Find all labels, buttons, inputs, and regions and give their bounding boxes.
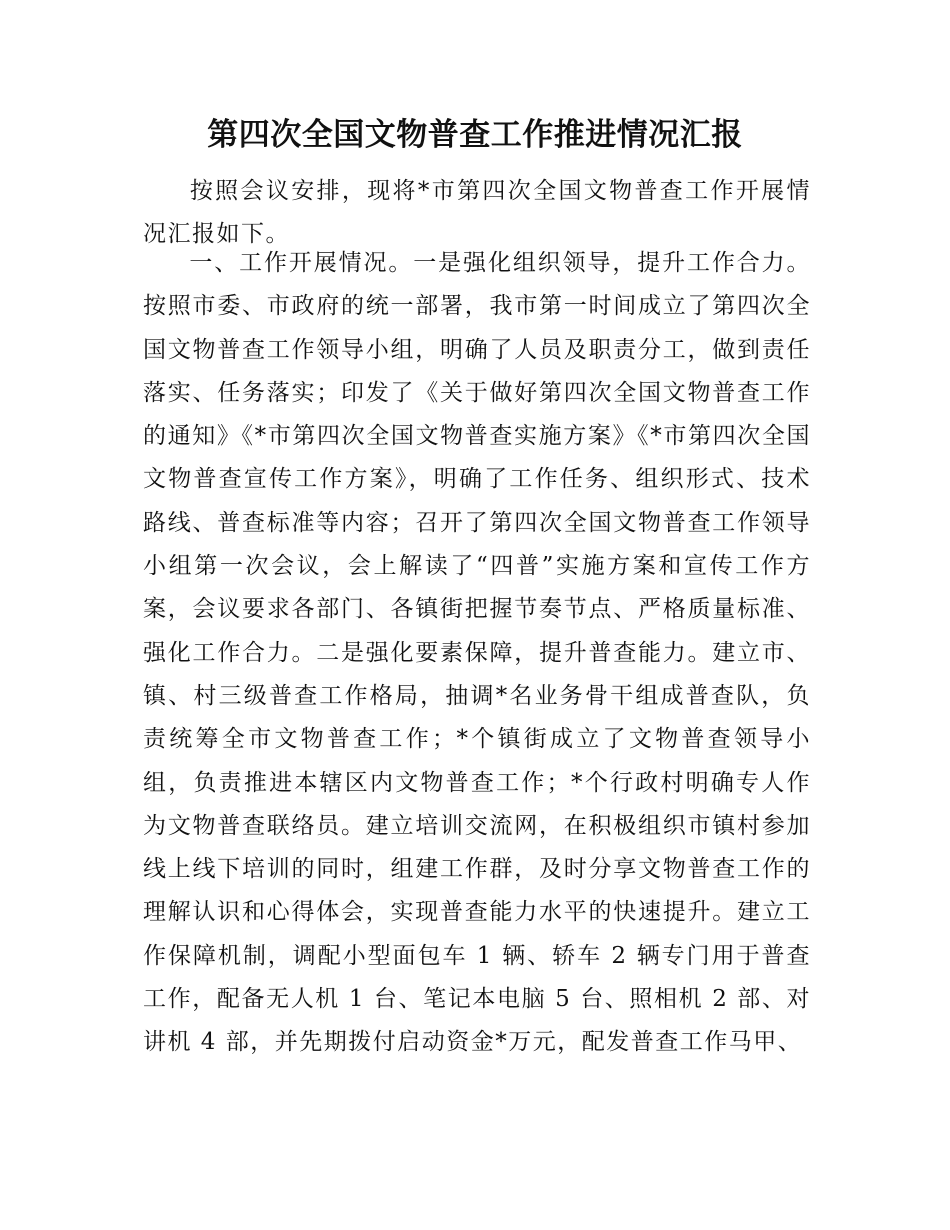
intro-paragraph-text: 按照会议安排，现将*市第四次全国文物普查工作开展情况汇报如下。 bbox=[143, 178, 811, 248]
document-title: 第四次全国文物普查工作推进情况汇报 bbox=[207, 117, 743, 153]
work-progress-paragraph-text: 一、工作开展情况。一是强化组织领导，提升工作合力。按照市委、市政府的统一部署，我市第一时间成立了第四次全国文物普查工作领导小组，明确了人员及职责分工，做到责任落实、任务落实；印发了《关于做好第四次全国文物普查工作的通知》《*市第四次全国文物普查实施方案》《*市第四次全国文物普查宣传工作方案》，明确了工作任务、组织形式、技术路线、普查标准等内容；召开了第四次全国文物普查工作领导小组第一次会议，会上解读了“四普”实施方案和宣传工作方案，会议要求各部门、各镇街把握节奏节点、严格质量标准、强化工作合力。二是强化要素保障，提升普查能力。建立市、镇、村三级普查工作格局，抽调*名业务骨干组成普查队，负责统筹全市文物普查工作；*个镇街成立了文物普查领导小组，负责推进本辖区内文物普查工作；*个行政村明确专人作为文物普查联络员。建立培训交流网，在积极组织市镇村参加线上线下培训的同时，组建工作群，及时分享文物普查工作的理解认识和心得体会，实现普查能力水平的快速提升。建立工作保障机制，调配小型面包车 1 辆、轿车 2 辆专门用于普查工作，配备无人机 1 台、笔记本电脑 5 台、照相机 2 部、对讲机 4 部，并先期拨付启动资金*万元，配发普查工作马甲、 bbox=[143, 250, 811, 1056]
work-progress-paragraph bbox=[143, 242, 811, 1065]
